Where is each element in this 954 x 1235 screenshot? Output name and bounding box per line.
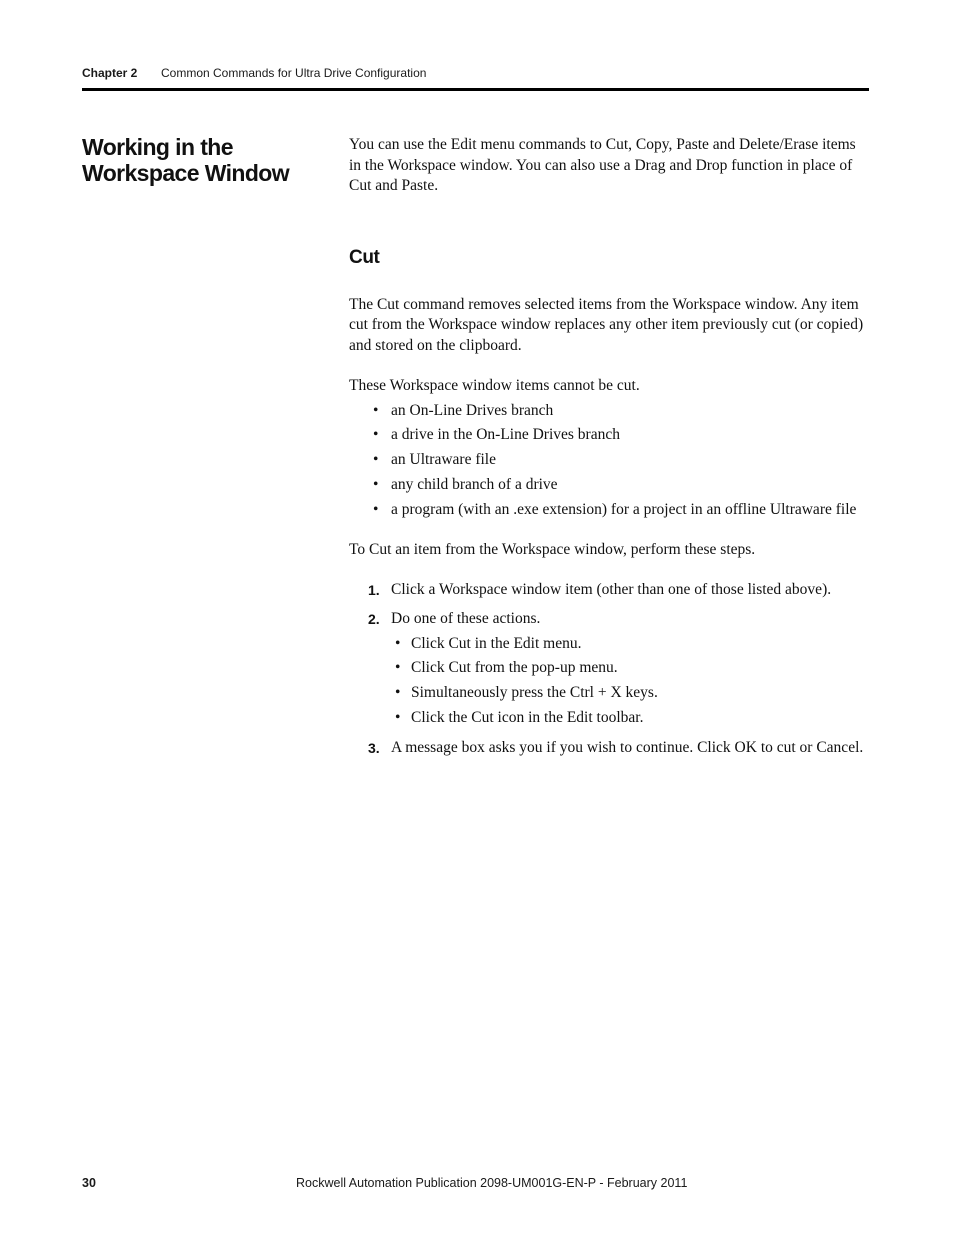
header-rule bbox=[82, 88, 869, 91]
action-list bbox=[391, 634, 869, 729]
cut-restrictions-intro: These Workspace window items cannot be cut. bbox=[349, 377, 640, 394]
list-item: • Click Cut from the pop-up menu. bbox=[391, 658, 869, 679]
list-item: • any child branch of a drive bbox=[349, 475, 869, 496]
chapter-title: Common Commands for Ultra Drive Configuration bbox=[161, 66, 427, 80]
publication-info: Rockwell Automation Publication 2098-UM001G-EN-P - February 2011 bbox=[296, 1176, 688, 1190]
intro-paragraph: You can use the Edit menu commands to Cut, Copy, Paste and Delete/Erase items in the Workspace window. You can also use a Drag and Drop function in place of Cut and Paste. bbox=[349, 136, 856, 194]
cut-heading: Cut bbox=[349, 246, 380, 268]
list-item: • an On-Line Drives branch bbox=[349, 401, 869, 422]
list-item: • a program (with an .exe extension) for a project in an offline Ultraware file bbox=[349, 500, 869, 521]
step-text: Do one of these actions. bbox=[391, 610, 541, 628]
step-text: A message box asks you if you wish to continue. Click OK to cut or Cancel. bbox=[391, 738, 864, 756]
list-item: • an Ultraware file bbox=[349, 450, 869, 471]
steps-intro: To Cut an item from the Workspace window, perform these steps. bbox=[349, 541, 756, 559]
main-content bbox=[349, 135, 869, 767]
page-header bbox=[82, 66, 869, 80]
restriction-list bbox=[349, 401, 869, 521]
list-item: • a drive in the On-Line Drives branch bbox=[349, 425, 869, 446]
steps-list bbox=[349, 580, 869, 758]
list-item: • Click the Cut icon in the Edit toolbar. bbox=[391, 708, 869, 729]
cut-description: The Cut command removes selected items from the Workspace window. Any item cut from the Workspace window replaces any other item previously cut (or copied) and stored on the clipboard. bbox=[349, 295, 864, 354]
list-item: • Simultaneously press the Ctrl + X keys. bbox=[391, 683, 869, 704]
list-item: • Click Cut in the Edit menu. bbox=[391, 634, 869, 655]
step-number: 2. bbox=[368, 611, 380, 628]
step-text: Click a Workspace window item (other than one of those listed above). bbox=[391, 580, 832, 598]
step-1 bbox=[349, 580, 869, 601]
step-number: 3. bbox=[368, 739, 380, 756]
section-title: Working in the Workspace Window bbox=[82, 134, 290, 186]
step-2 bbox=[349, 609, 869, 728]
chapter-label: Chapter 2 bbox=[82, 66, 138, 80]
step-number: 1. bbox=[368, 581, 380, 598]
page-number: 30 bbox=[82, 1176, 96, 1190]
step-3 bbox=[349, 738, 869, 759]
